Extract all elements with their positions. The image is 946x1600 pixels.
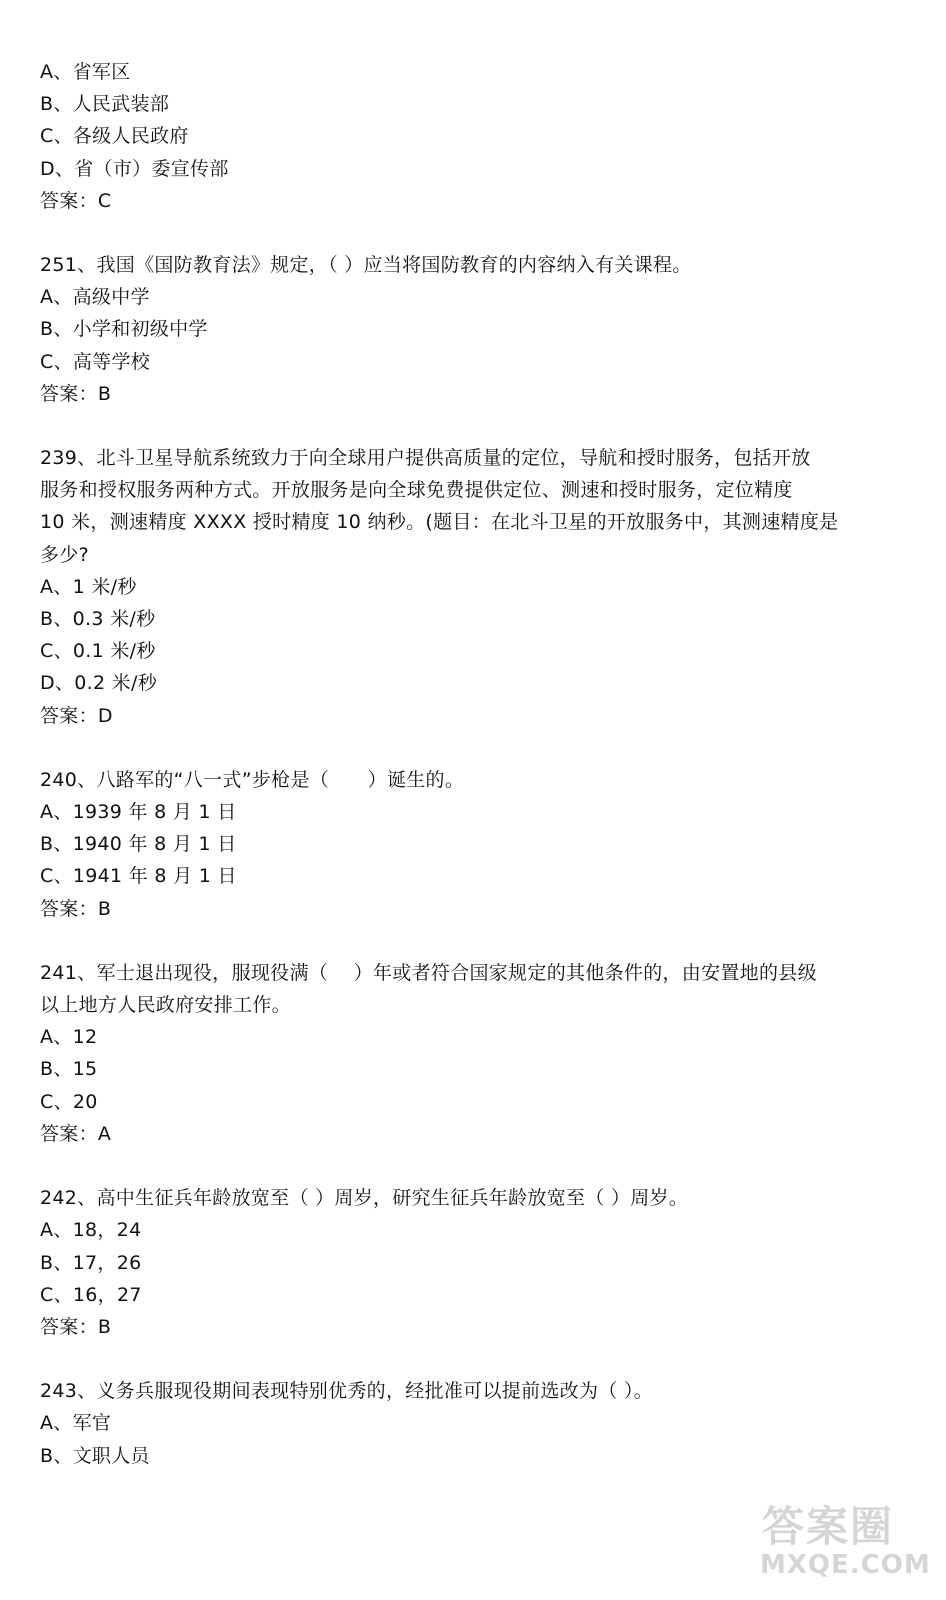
option-b: B、文职人员 [40,1444,150,1467]
question-block [40,764,900,925]
option-c: C、高等学校 [40,350,151,373]
option-a: A、军官 [40,1412,112,1435]
answer-line: 答案：B [40,897,112,920]
question-text: 以上地方人民政府安排工作。 [40,994,291,1017]
question-block [40,957,900,1150]
question-text: 242、高中生征兵年龄放宽至（ ）周岁，研究生征兵年龄放宽至（ ）周岁。 [40,1187,689,1210]
option-c: C、20 [40,1090,98,1113]
question-text: 241、军士退出现役，服现役满（ ）年或者符合国家规定的其他条件的，由安置地的县级 [40,961,817,984]
option-a: A、1 米/秒 [40,575,137,598]
option-b: B、1940 年 8 月 1 日 [40,833,237,856]
question-block [40,56,900,217]
watermark [754,1494,931,1586]
option-b: B、人民武装部 [40,93,170,116]
answer-line: 答案：D [40,704,113,727]
question-text: 243、义务兵服现役期间表现特别优秀的，经批准可以提前选改为（ ）。 [40,1380,654,1403]
option-a: A、1939 年 8 月 1 日 [40,801,237,824]
question-text: 10 米，测速精度 XXXX 授时精度 10 纳秒。(题目：在北斗卫星的开放服务中，其测速精度是 [40,511,839,534]
answer-line: 答案：C [40,189,112,212]
question-text: 服务和授权服务两种方式。开放服务是向全球免费提供定位、测速和授时服务，定位精度 [40,479,793,502]
option-a: A、12 [40,1026,98,1049]
question-text: 240、八路军的“八一式”步枪是（ ）诞生的。 [40,768,465,791]
watermark-url: MXQE.COM [760,1550,931,1580]
option-a: A、省军区 [40,61,131,83]
option-b: B、小学和初级中学 [40,318,208,341]
answer-line: 答案：A [40,1122,112,1145]
answer-line: 答案：B [40,1315,112,1338]
option-c: C、0.1 米/秒 [40,640,156,663]
question-text: 多少? [40,543,89,566]
option-d: D、0.2 米/秒 [40,672,157,695]
answer-line: 答案：B [40,382,112,405]
option-b: B、15 [40,1058,98,1081]
document-page [40,56,900,1504]
option-c: C、各级人民政府 [40,125,189,148]
question-text: 239、北斗卫星导航系统致力于向全球用户提供高质量的定位，导航和授时服务，包括开放 [40,447,811,470]
question-block [40,1375,900,1472]
option-c: C、16，27 [40,1283,142,1306]
watermark-logo: 答案圈 [762,1502,895,1551]
option-b: B、17，26 [40,1251,142,1274]
option-a: A、高级中学 [40,286,150,309]
question-block [40,1182,900,1343]
question-text: 251、我国《国防教育法》规定，（ ）应当将国防教育的内容纳入有关课程。 [40,254,692,277]
option-c: C、1941 年 8 月 1 日 [40,865,237,888]
option-b: B、0.3 米/秒 [40,608,156,631]
option-d: D、省（市）委宣传部 [40,157,229,180]
option-a: A、18，24 [40,1219,142,1242]
question-block [40,249,900,410]
question-block [40,442,900,732]
